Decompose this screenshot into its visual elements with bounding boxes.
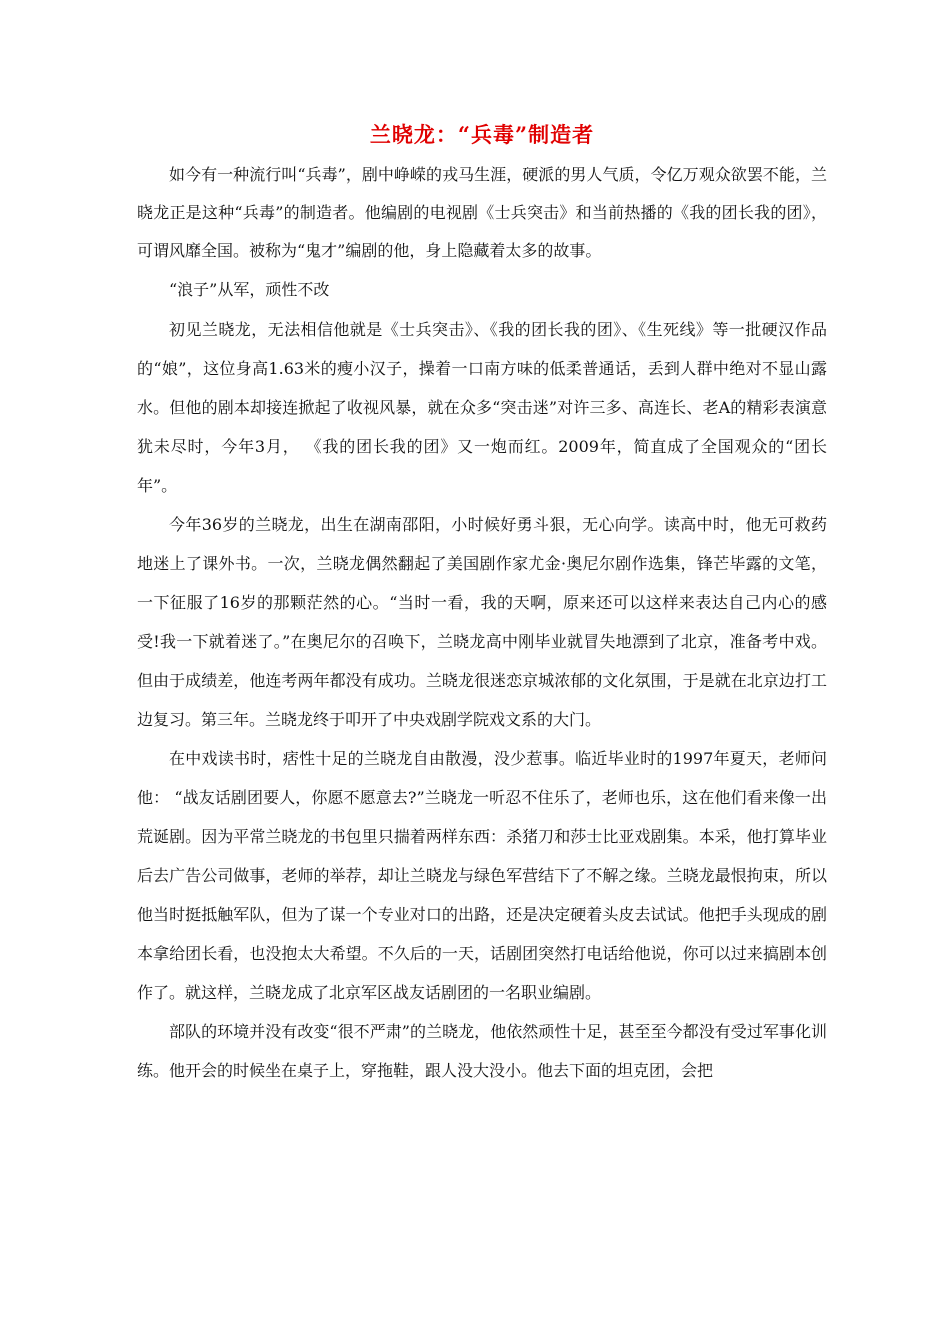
document-page [137,118,827,1090]
body-paragraph-4: 部队的环境并没有改变“很不严肃”的兰晓龙，他依然顽性十足，甚至至今都没有受过军事化训练。他开会的时候坐在桌子上，穿拖鞋，跟人没大没小。他去下面的坦克团，会把 [137,1022,827,1080]
body-paragraph-3: 在中戏读书时，痞性十足的兰晓龙自由散漫，没少惹事。临近毕业时的1997年夏天，老师问他： “战友话剧团要人，你愿不愿意去?”兰晓龙一听忍不住乐了，老师也乐，这在他们看来像一出荒诞剧。因为平常兰晓龙的书包里只揣着两样东西：杀猪刀和莎士比亚戏剧集。本采，他打算毕业后去广告公司做事，老师的举荐，却让兰晓龙与绿色军营结下了不解之缘。兰晓龙最恨拘束，所以他当时挺抵触军队，但为了谋一个专业对口的出路，还是决定硬着头皮去试试。他把手头现成的剧本拿给团长看，也没抱太大希望。不久后的一天，话剧团突然打电话给他说，你可以过来搞剧本创作了。就这样，兰晓龙成了北京军区战友话剧团的一名职业编剧。 [137,749,827,1002]
body-paragraph-2: 今年36岁的兰晓龙，出生在湖南邵阳，小时候好勇斗狠，无心向学。读高中时，他无可救药地迷上了课外书。一次，兰晓龙偶然翻起了美国剧作家尤金·奥尼尔剧作选集，锋芒毕露的文笔，一下征服了16岁的那颗茫然的心。“当时一看，我的天啊，原来还可以这样来表达自己内心的感受!我一下就着迷了。”在奥尼尔的召唤下，兰晓龙高中刚毕业就冒失地漂到了北京，准备考中戏。但由于成绩差，他连考两年都没有成功。兰晓龙很迷恋京城浓郁的文化氛围，于是就在北京边打工边复习。第三年。兰晓龙终于叩开了中央戏剧学院戏文系的大门。 [137,515,827,729]
intro-paragraph: 如今有一种流行叫“兵毒”，剧中峥嵘的戎马生涯，硬派的男人气质，令亿万观众欲罢不能，兰晓龙正是这种“兵毒”的制造者。他编剧的电视剧《士兵突击》和当前热播的《我的团长我的团》，可谓风靡全国。被称为“鬼才”编剧的他，身上隐藏着太多的故事。 [137,165,827,260]
document-title: 兰晓龙：“兵毒”制造者 [369,122,595,147]
section-subheading: “浪子”从军，顽性不改 [169,280,330,299]
body-paragraph-1: 初见兰晓龙，无法相信他就是《士兵突击》、《我的团长我的团》、《生死线》等一批硬汉作品的“娘”，这位身高1.63米的瘦小汉子，操着一口南方味的低柔普通话，丢到人群中绝对不显山露水。但他的剧本却接连掀起了收视风暴，就在众多“突击迷”对许三多、高连长、老A的精彩表演意犹未尽时，今年3月， 《我的团长我的团》又一炮而红。2009年，简直成了全国观众的“团长年”。 [137,320,827,495]
